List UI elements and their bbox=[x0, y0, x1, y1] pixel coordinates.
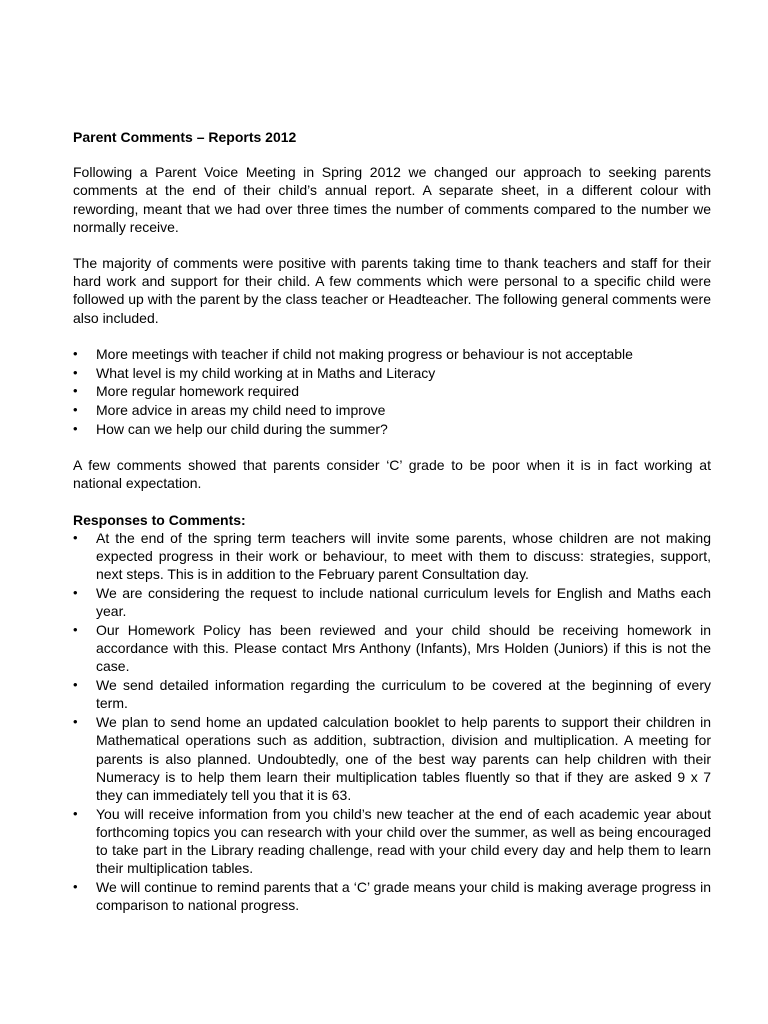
bullet-icon: • bbox=[73, 585, 78, 601]
list-item: • We will continue to remind parents that a ‘C’ grade means your child is making average progress in comparison to national progress. bbox=[73, 879, 711, 914]
list-item: • You will receive information from you child’s new teacher at the end of each academic year about forthcoming topics you can research with your child over the summer, as well as being encouraged to take part in the Library reading challenge, read with your child every day and help them to learn their multiplication tables. bbox=[73, 805, 711, 877]
intro-paragraph: Following a Parent Voice Meeting in Spring 2012 we changed our approach to seeking parents comments at the end of their child’s annual report. A separate sheet, in a different colour with rewording, meant that we had over three times the number of comments compared to the number we normally receive. bbox=[73, 164, 711, 235]
list-item: • We plan to send home an updated calculation booklet to help parents to support their children in Mathematical operations such as addition, subtraction, division and multiplication. A meeting for parents is also planned. Undoubtedly, one of the best way parents can help children with their Numeracy is to help them learn their multiplication tables fluently so that if they are asked 9 x 7 they can immediately tell you that it is 63. bbox=[73, 714, 711, 804]
summary-paragraph: The majority of comments were positive with parents taking time to thank teachers and staff for their hard work and support for their child. A few comments which were personal to a specific child were followed up with the parent by the class teacher or Headteacher. The following general comments were also included. bbox=[73, 255, 711, 326]
document-page bbox=[73, 128, 711, 915]
bullet-icon: • bbox=[73, 402, 78, 418]
list-item: • We send detailed information regarding the curriculum to be covered at the beginning of every term. bbox=[73, 677, 711, 712]
comments-list bbox=[73, 345, 711, 438]
document-title: Parent Comments – Reports 2012 bbox=[73, 129, 297, 145]
grade-note-paragraph: A few comments showed that parents consider ‘C’ grade to be poor when it is in fact working at national expectation. bbox=[73, 457, 711, 492]
bullet-icon: • bbox=[73, 364, 78, 380]
bullet-icon: • bbox=[73, 677, 78, 693]
list-item: • More meetings with teacher if child not making progress or behaviour is not acceptable bbox=[73, 345, 633, 362]
list-item: • How can we help our child during the summer? bbox=[73, 421, 388, 438]
list-item: • At the end of the spring term teachers will invite some parents, whose children are not making expected progress in their work or behaviour, to meet with them to discuss: strategies, support, next steps. This is in addition to the February parent Consultation day. bbox=[73, 529, 711, 583]
responses-list bbox=[73, 529, 711, 915]
bullet-icon: • bbox=[73, 529, 78, 545]
list-item: • Our Homework Policy has been reviewed and your child should be receiving homework in accordance with this. Please contact Mrs Anthony (Infants), Mrs Holden (Juniors) if this is not the case. bbox=[73, 622, 711, 675]
responses-heading: Responses to Comments: bbox=[73, 511, 246, 528]
list-item: • What level is my child working at in Maths and Literacy bbox=[73, 364, 436, 381]
bullet-icon: • bbox=[73, 383, 78, 399]
bullet-icon: • bbox=[73, 345, 78, 361]
bullet-icon: • bbox=[73, 805, 78, 821]
bullet-icon: • bbox=[73, 879, 78, 895]
list-item: • We are considering the request to include national curriculum levels for English and Maths each year. bbox=[73, 585, 711, 620]
bullet-icon: • bbox=[73, 714, 78, 730]
bullet-icon: • bbox=[73, 421, 78, 437]
list-item: • More regular homework required bbox=[73, 383, 300, 400]
bullet-icon: • bbox=[73, 622, 78, 638]
list-item: • More advice in areas my child need to improve bbox=[73, 402, 386, 419]
